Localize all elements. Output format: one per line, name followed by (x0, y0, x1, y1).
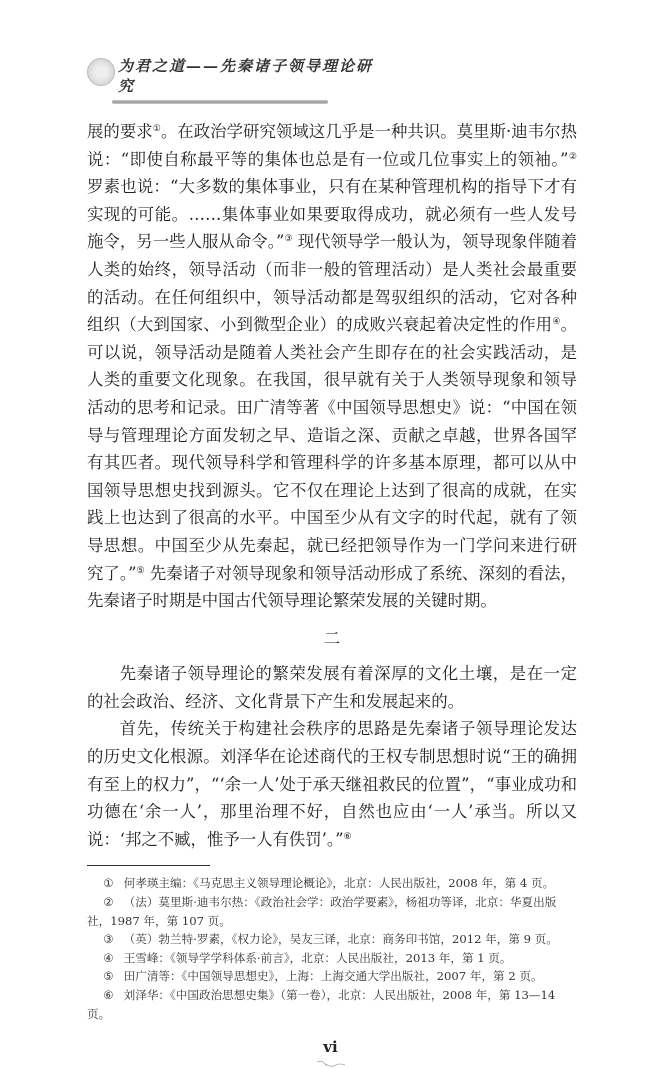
text: 罗素也说：“大多数的集体事业，只有在某种管理机构的指导下才有实现的可能。……集体事业如果要取得成功，就必须有一些人发号施令，另一些人服从命令。” (87, 177, 577, 252)
footnote-number: ① (103, 876, 114, 891)
footnote-number: ③ (103, 932, 114, 947)
section-heading: 二 (323, 628, 341, 648)
paragraph (87, 715, 577, 853)
text: 现代领导学一般认为，领导现象伴随着人类的始终，领导活动（而非一般的管理活动）是人类社会最重要的活动。在任何组织中，领导活动都是驾驭组织的活动，它对各种组织（大到国家、小到微型企业）的成败兴衰起着决定性的作用 (87, 232, 577, 335)
page-content (87, 104, 577, 1023)
footnote-number: ⑥ (103, 988, 114, 1002)
text: 首先，传统关于构建社会秩序的思路是先秦诸子领导理论发达的历史文化根源。刘泽华在论述商代的王权专制思想时说“王的确拥有至上的权力”，“‘余一人’处于承天继祖救民的位置”，“事业成功和功德在‘余一人’，那里治理不好，自然也应由‘一人’承当。所以又说：‘邦之不臧，惟予一人有佚罚’。” (87, 719, 577, 849)
footnote-text: 王雪峰：《领导学学科体系·前言》，北京：人民出版社，2013 年，第 1 页。 (123, 950, 512, 965)
footnote-ref[interactable]: ② (568, 151, 577, 162)
footnote-number: ② (103, 895, 114, 910)
footnotes (87, 874, 577, 1023)
footnote-number: ⑤ (103, 969, 114, 984)
footnote (87, 967, 577, 986)
book-title: 为君之道——先秦诸子领导理论研究 (118, 57, 374, 95)
footnote-ref[interactable]: ① (152, 124, 161, 134)
footnote (87, 949, 577, 968)
text: 。在政治学研究领域这几乎是一种共识。莫里斯·迪韦尔热说：“即使自称最平等的集体也总是有一位或几位事实上的领袖。” (87, 122, 577, 169)
text: 先秦诸子对领导现象和领导活动形成了系统、深刻的看法，先秦诸子时期是中国古代领导理论繁荣发展的关键时期。 (87, 563, 577, 611)
footnote-number: ④ (103, 950, 114, 965)
footnote-text: （法）莫里斯·迪韦尔热：《政治社会学：政治学要素》，杨祖功等译，北京：华夏出版社，1987 年，第 107 页。 (87, 895, 557, 928)
footnote (87, 986, 577, 1023)
page-number: vi (323, 1038, 338, 1057)
header-rule (112, 100, 328, 104)
footnote-divider (87, 865, 210, 866)
footnote-text: （英）勃兰特·罗素，《权力论》，吴友三译，北京：商务印书馆，2012 年，第 9 页。 (123, 932, 558, 947)
footnote-ref[interactable]: ⑤ (136, 565, 145, 576)
footnote (87, 930, 577, 949)
footnote-text: 何孝瑛主编：《马克思主义领导理论概论》，北京：人民出版社，2008 年，第 4 页。 (123, 876, 555, 891)
paragraph: 先秦诸子领导理论的繁荣发展有着深厚的文化土壤，是在一定的社会政治、经济、文化背景下产生和发展起来的。 (87, 664, 577, 711)
footnote-ref[interactable]: ④ (552, 317, 561, 328)
footnote-ref[interactable]: ③ (284, 234, 293, 245)
footnote-text: 刘泽华：《中国政治思想史集》（第一卷），北京：人民出版社，2008 年，第 13—14 页。 (87, 988, 556, 1021)
footnote-ref[interactable]: ⑥ (343, 831, 352, 842)
paragraph (87, 118, 577, 615)
running-header (82, 0, 382, 104)
text: 展的要求 (87, 122, 153, 141)
footnote-text: 田广清等：《中国领导思想史》，上海：上海交通大学出版社，2007 年，第 2 页。 (123, 969, 543, 984)
scroll-ornament-icon (316, 1059, 346, 1069)
footnote (87, 874, 577, 893)
text: 。可以说，领导活动是随着人类社会产生即存在的社会实践活动，是人类的重要文化现象。在我国，很早就有关于人类领导现象和领导活动的思考和记录。田广清等著《中国领导思想史》说：“中国在领导与管理理论方面发轫之早、造诣之深、贡献之卓越，世界各国罕有其匹者。现代领导科学和管理科学的许多基本原理，都可以从中国领导思想史找到源头。它不仅在理论上达到了很高的成就，在实践上也达到了很高的水平。中国至少从有文字的时代起，就有了领导思想。中国至少从先秦起，就已经把领导作为一门学问来进行研究了。” (87, 315, 577, 583)
body-text (87, 118, 577, 853)
emblem-icon (87, 58, 115, 86)
